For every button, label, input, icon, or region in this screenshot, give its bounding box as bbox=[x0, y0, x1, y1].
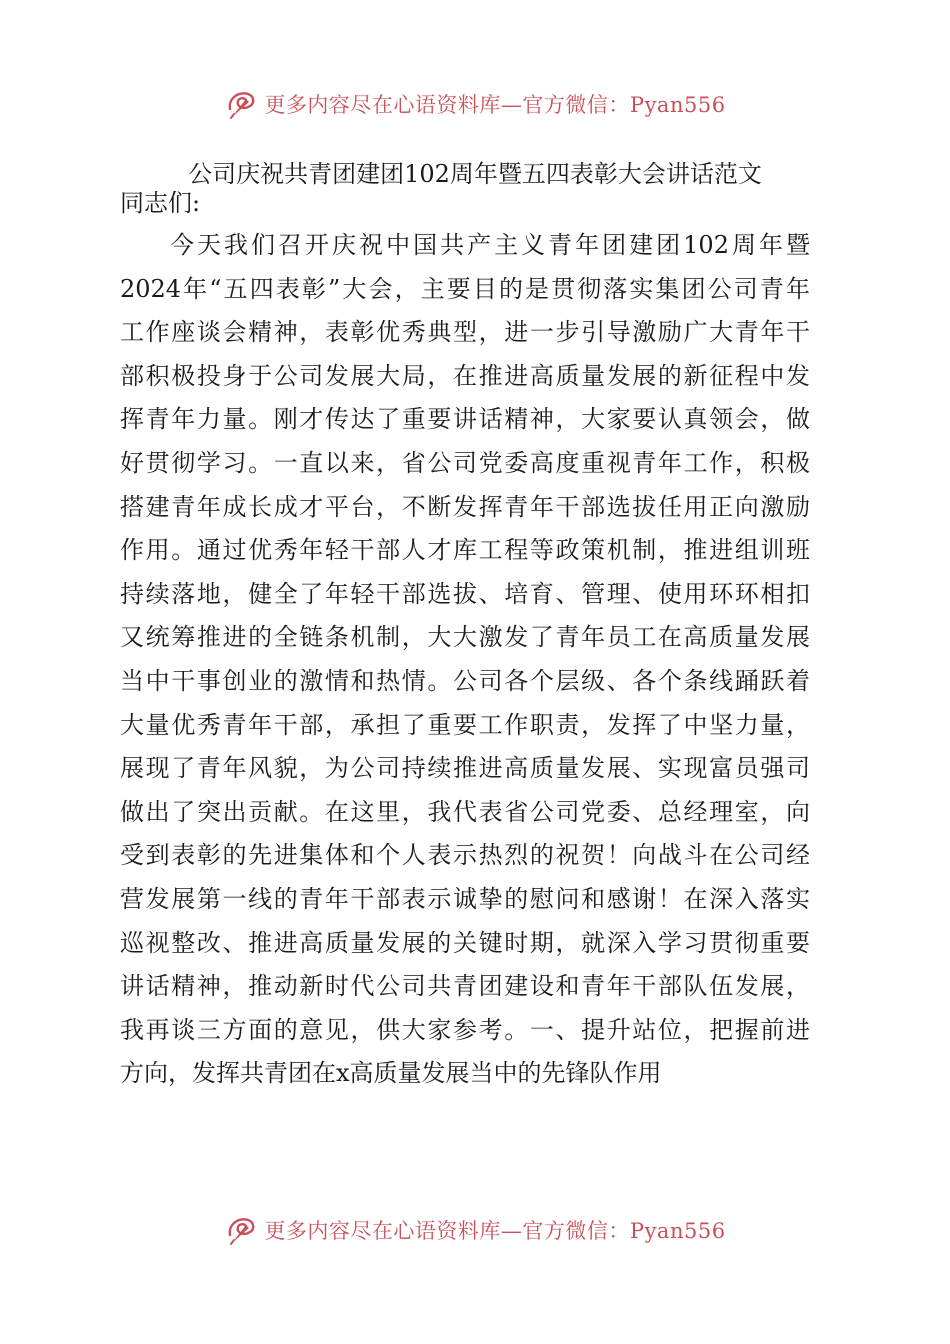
body-line: 营发展第一线的青年干部表示诚挚的慰问和感谢！在深入落实 bbox=[120, 884, 810, 913]
body-line: 当中干事创业的激情和热情。公司各个层级、各个条线踊跃着 bbox=[120, 666, 810, 695]
watermark-text: 更多内容尽在心语资料库—官方微信：Pyan556 bbox=[264, 93, 726, 117]
body-paragraph bbox=[120, 224, 810, 1096]
body-line: 展现了青年风貌，为公司持续推进高质量发展、实现富员强司 bbox=[120, 754, 810, 783]
body-line: 大量优秀青年干部，承担了重要工作职责，发挥了中坚力量， bbox=[120, 710, 810, 739]
body-line: 搭建青年成长成才平台，不断发挥青年干部选拔任用正向激励 bbox=[120, 492, 810, 521]
feather-pen-swirl-icon bbox=[224, 87, 258, 121]
feather-pen-swirl-icon bbox=[224, 1213, 258, 1247]
body-line: 我再谈三方面的意见，供大家参考。一、提升站位，把握前进 bbox=[120, 1015, 810, 1044]
body-line: 部积极投身于公司发展大局，在推进高质量发展的新征程中发 bbox=[120, 361, 810, 390]
salutation: 同志们: bbox=[120, 189, 201, 217]
body-line: 作用。通过优秀年轻干部人才库工程等政策机制，推进组训班 bbox=[120, 536, 810, 565]
document-title: 公司庆祝共青团建团102周年暨五四表彰大会讲话范文 bbox=[188, 160, 762, 188]
body-line: 巡视整改、推进高质量发展的关键时期，就深入学习贯彻重要 bbox=[120, 928, 810, 957]
body-line: 方向，发挥共青团在x高质量发展当中的先锋队作用 bbox=[120, 1059, 662, 1088]
body-line: 好贯彻学习。一直以来，省公司党委高度重视青年工作，积极 bbox=[120, 448, 810, 477]
body-line: 做出了突出贡献。在这里，我代表省公司党委、总经理室，向 bbox=[120, 797, 810, 826]
body-line: 今天我们召开庆祝中国共产主义青年团建团102周年暨 bbox=[170, 231, 810, 259]
body-line: 挥青年力量。刚才传达了重要讲话精神，大家要认真领会，做 bbox=[120, 405, 810, 434]
body-line: 持续落地，健全了年轻干部选拔、培育、管理、使用环环相扣 bbox=[120, 579, 810, 608]
watermark-footer bbox=[0, 1208, 950, 1252]
body-line: 又统筹推进的全链条机制，大大激发了青年员工在高质量发展 bbox=[120, 623, 810, 652]
body-line: 讲话精神，推动新时代公司共青团建设和青年干部队伍发展， bbox=[120, 972, 810, 1001]
body-line: 受到表彰的先进集体和个人表示热烈的祝贺！向战斗在公司经 bbox=[120, 841, 810, 870]
watermark-header bbox=[0, 82, 950, 126]
body-line: 2024年“五四表彰”大会，主要目的是贯彻落实集团公司青年 bbox=[120, 274, 810, 303]
watermark-text: 更多内容尽在心语资料库—官方微信：Pyan556 bbox=[264, 1219, 726, 1243]
body-line: 工作座谈会精神，表彰优秀典型，进一步引导激励广大青年干 bbox=[120, 318, 810, 347]
